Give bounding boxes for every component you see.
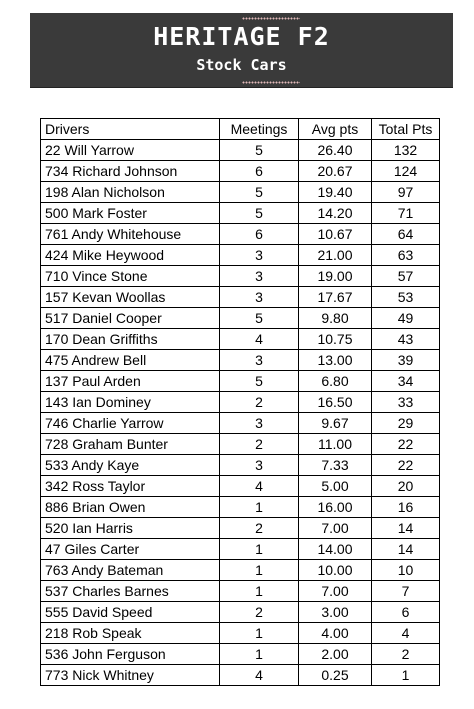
driver-cell: 734 Richard Johnson bbox=[41, 161, 220, 182]
meetings-cell: 2 bbox=[220, 518, 299, 539]
avg-pts-cell: 10.75 bbox=[299, 329, 372, 350]
driver-cell: 761 Andy Whitehouse bbox=[41, 224, 220, 245]
table-body bbox=[41, 140, 440, 686]
total-pts-cell: 20 bbox=[372, 476, 440, 497]
driver-cell: 143 Ian Dominey bbox=[41, 392, 220, 413]
total-pts-cell: 1 bbox=[372, 665, 440, 686]
avg-pts-cell: 19.00 bbox=[299, 266, 372, 287]
avg-pts-cell: 7.00 bbox=[299, 518, 372, 539]
meetings-cell: 5 bbox=[220, 203, 299, 224]
decorative-dots-bottom bbox=[242, 81, 300, 84]
driver-cell: 137 Paul Arden bbox=[41, 371, 220, 392]
avg-pts-cell: 9.67 bbox=[299, 413, 372, 434]
total-pts-cell: 6 bbox=[372, 602, 440, 623]
meetings-cell: 5 bbox=[220, 308, 299, 329]
total-pts-cell: 49 bbox=[372, 308, 440, 329]
avg-pts-cell: 17.67 bbox=[299, 287, 372, 308]
table-row bbox=[41, 413, 440, 434]
driver-cell: 47 Giles Carter bbox=[41, 539, 220, 560]
meetings-cell: 1 bbox=[220, 497, 299, 518]
table-row bbox=[41, 665, 440, 686]
total-pts-cell: 57 bbox=[372, 266, 440, 287]
avg-pts-cell: 16.00 bbox=[299, 497, 372, 518]
table-row bbox=[41, 581, 440, 602]
driver-cell: 746 Charlie Yarrow bbox=[41, 413, 220, 434]
total-pts-cell: 71 bbox=[372, 203, 440, 224]
table-row bbox=[41, 602, 440, 623]
table-row bbox=[41, 623, 440, 644]
total-pts-cell: 132 bbox=[372, 140, 440, 161]
table-row bbox=[41, 140, 440, 161]
driver-cell: 500 Mark Foster bbox=[41, 203, 220, 224]
total-pts-cell: 16 bbox=[372, 497, 440, 518]
driver-cell: 886 Brian Owen bbox=[41, 497, 220, 518]
banner-title: HERITAGE F2 bbox=[153, 22, 330, 51]
driver-cell: 555 David Speed bbox=[41, 602, 220, 623]
meetings-cell: 6 bbox=[220, 161, 299, 182]
total-pts-cell: 29 bbox=[372, 413, 440, 434]
driver-cell: 773 Nick Whitney bbox=[41, 665, 220, 686]
driver-cell: 537 Charles Barnes bbox=[41, 581, 220, 602]
avg-pts-cell: 20.67 bbox=[299, 161, 372, 182]
avg-pts-cell: 4.00 bbox=[299, 623, 372, 644]
driver-cell: 170 Dean Griffiths bbox=[41, 329, 220, 350]
total-pts-cell: 7 bbox=[372, 581, 440, 602]
avg-pts-cell: 3.00 bbox=[299, 602, 372, 623]
avg-pts-cell: 7.33 bbox=[299, 455, 372, 476]
table-row bbox=[41, 161, 440, 182]
driver-cell: 763 Andy Bateman bbox=[41, 560, 220, 581]
meetings-cell: 1 bbox=[220, 560, 299, 581]
header-drivers: Drivers bbox=[41, 119, 220, 140]
total-pts-cell: 43 bbox=[372, 329, 440, 350]
total-pts-cell: 53 bbox=[372, 287, 440, 308]
total-pts-cell: 22 bbox=[372, 455, 440, 476]
meetings-cell: 2 bbox=[220, 602, 299, 623]
avg-pts-cell: 26.40 bbox=[299, 140, 372, 161]
total-pts-cell: 10 bbox=[372, 560, 440, 581]
meetings-cell: 3 bbox=[220, 455, 299, 476]
table-row bbox=[41, 245, 440, 266]
avg-pts-cell: 11.00 bbox=[299, 434, 372, 455]
avg-pts-cell: 0.25 bbox=[299, 665, 372, 686]
total-pts-cell: 97 bbox=[372, 182, 440, 203]
header-meetings: Meetings bbox=[220, 119, 299, 140]
table-row bbox=[41, 287, 440, 308]
driver-cell: 22 Will Yarrow bbox=[41, 140, 220, 161]
table-row bbox=[41, 497, 440, 518]
meetings-cell: 2 bbox=[220, 392, 299, 413]
table-row bbox=[41, 266, 440, 287]
driver-cell: 342 Ross Taylor bbox=[41, 476, 220, 497]
table-row bbox=[41, 371, 440, 392]
driver-cell: 424 Mike Heywood bbox=[41, 245, 220, 266]
avg-pts-cell: 2.00 bbox=[299, 644, 372, 665]
avg-pts-cell: 13.00 bbox=[299, 350, 372, 371]
meetings-cell: 4 bbox=[220, 476, 299, 497]
table-row bbox=[41, 518, 440, 539]
table-row bbox=[41, 392, 440, 413]
avg-pts-cell: 5.00 bbox=[299, 476, 372, 497]
total-pts-cell: 4 bbox=[372, 623, 440, 644]
table-row bbox=[41, 539, 440, 560]
avg-pts-cell: 21.00 bbox=[299, 245, 372, 266]
table-row bbox=[41, 329, 440, 350]
meetings-cell: 3 bbox=[220, 350, 299, 371]
total-pts-cell: 64 bbox=[372, 224, 440, 245]
header-avg-pts: Avg pts bbox=[299, 119, 372, 140]
meetings-cell: 5 bbox=[220, 182, 299, 203]
header-banner bbox=[30, 13, 453, 87]
driver-cell: 475 Andrew Bell bbox=[41, 350, 220, 371]
avg-pts-cell: 10.67 bbox=[299, 224, 372, 245]
table-row bbox=[41, 455, 440, 476]
driver-cell: 536 John Ferguson bbox=[41, 644, 220, 665]
table-row bbox=[41, 560, 440, 581]
meetings-cell: 3 bbox=[220, 413, 299, 434]
meetings-cell: 4 bbox=[220, 665, 299, 686]
avg-pts-cell: 16.50 bbox=[299, 392, 372, 413]
table-header-row bbox=[41, 119, 440, 140]
driver-cell: 198 Alan Nicholson bbox=[41, 182, 220, 203]
avg-pts-cell: 10.00 bbox=[299, 560, 372, 581]
avg-pts-cell: 9.80 bbox=[299, 308, 372, 329]
total-pts-cell: 22 bbox=[372, 434, 440, 455]
table-row bbox=[41, 224, 440, 245]
meetings-cell: 4 bbox=[220, 329, 299, 350]
table-row bbox=[41, 182, 440, 203]
meetings-cell: 1 bbox=[220, 623, 299, 644]
table-row bbox=[41, 644, 440, 665]
driver-cell: 710 Vince Stone bbox=[41, 266, 220, 287]
driver-cell: 520 Ian Harris bbox=[41, 518, 220, 539]
table-row bbox=[41, 350, 440, 371]
total-pts-cell: 14 bbox=[372, 518, 440, 539]
meetings-cell: 5 bbox=[220, 140, 299, 161]
total-pts-cell: 63 bbox=[372, 245, 440, 266]
driver-cell: 517 Daniel Cooper bbox=[41, 308, 220, 329]
decorative-dots-top bbox=[242, 17, 300, 20]
avg-pts-cell: 14.20 bbox=[299, 203, 372, 224]
total-pts-cell: 33 bbox=[372, 392, 440, 413]
banner-subtitle: Stock Cars bbox=[196, 56, 287, 74]
total-pts-cell: 2 bbox=[372, 644, 440, 665]
total-pts-cell: 124 bbox=[372, 161, 440, 182]
avg-pts-cell: 14.00 bbox=[299, 539, 372, 560]
avg-pts-cell: 19.40 bbox=[299, 182, 372, 203]
avg-pts-cell: 6.80 bbox=[299, 371, 372, 392]
total-pts-cell: 14 bbox=[372, 539, 440, 560]
meetings-cell: 1 bbox=[220, 539, 299, 560]
table-row bbox=[41, 434, 440, 455]
total-pts-cell: 34 bbox=[372, 371, 440, 392]
header-total-pts: Total Pts bbox=[372, 119, 440, 140]
driver-cell: 533 Andy Kaye bbox=[41, 455, 220, 476]
meetings-cell: 5 bbox=[220, 371, 299, 392]
meetings-cell: 3 bbox=[220, 287, 299, 308]
driver-cell: 728 Graham Bunter bbox=[41, 434, 220, 455]
meetings-cell: 3 bbox=[220, 266, 299, 287]
meetings-cell: 6 bbox=[220, 224, 299, 245]
total-pts-cell: 39 bbox=[372, 350, 440, 371]
driver-cell: 218 Rob Speak bbox=[41, 623, 220, 644]
table-row bbox=[41, 308, 440, 329]
table-row bbox=[41, 476, 440, 497]
standings-table bbox=[40, 118, 440, 686]
meetings-cell: 1 bbox=[220, 581, 299, 602]
table-row bbox=[41, 203, 440, 224]
meetings-cell: 3 bbox=[220, 245, 299, 266]
meetings-cell: 2 bbox=[220, 434, 299, 455]
avg-pts-cell: 7.00 bbox=[299, 581, 372, 602]
meetings-cell: 1 bbox=[220, 644, 299, 665]
driver-cell: 157 Kevan Woollas bbox=[41, 287, 220, 308]
